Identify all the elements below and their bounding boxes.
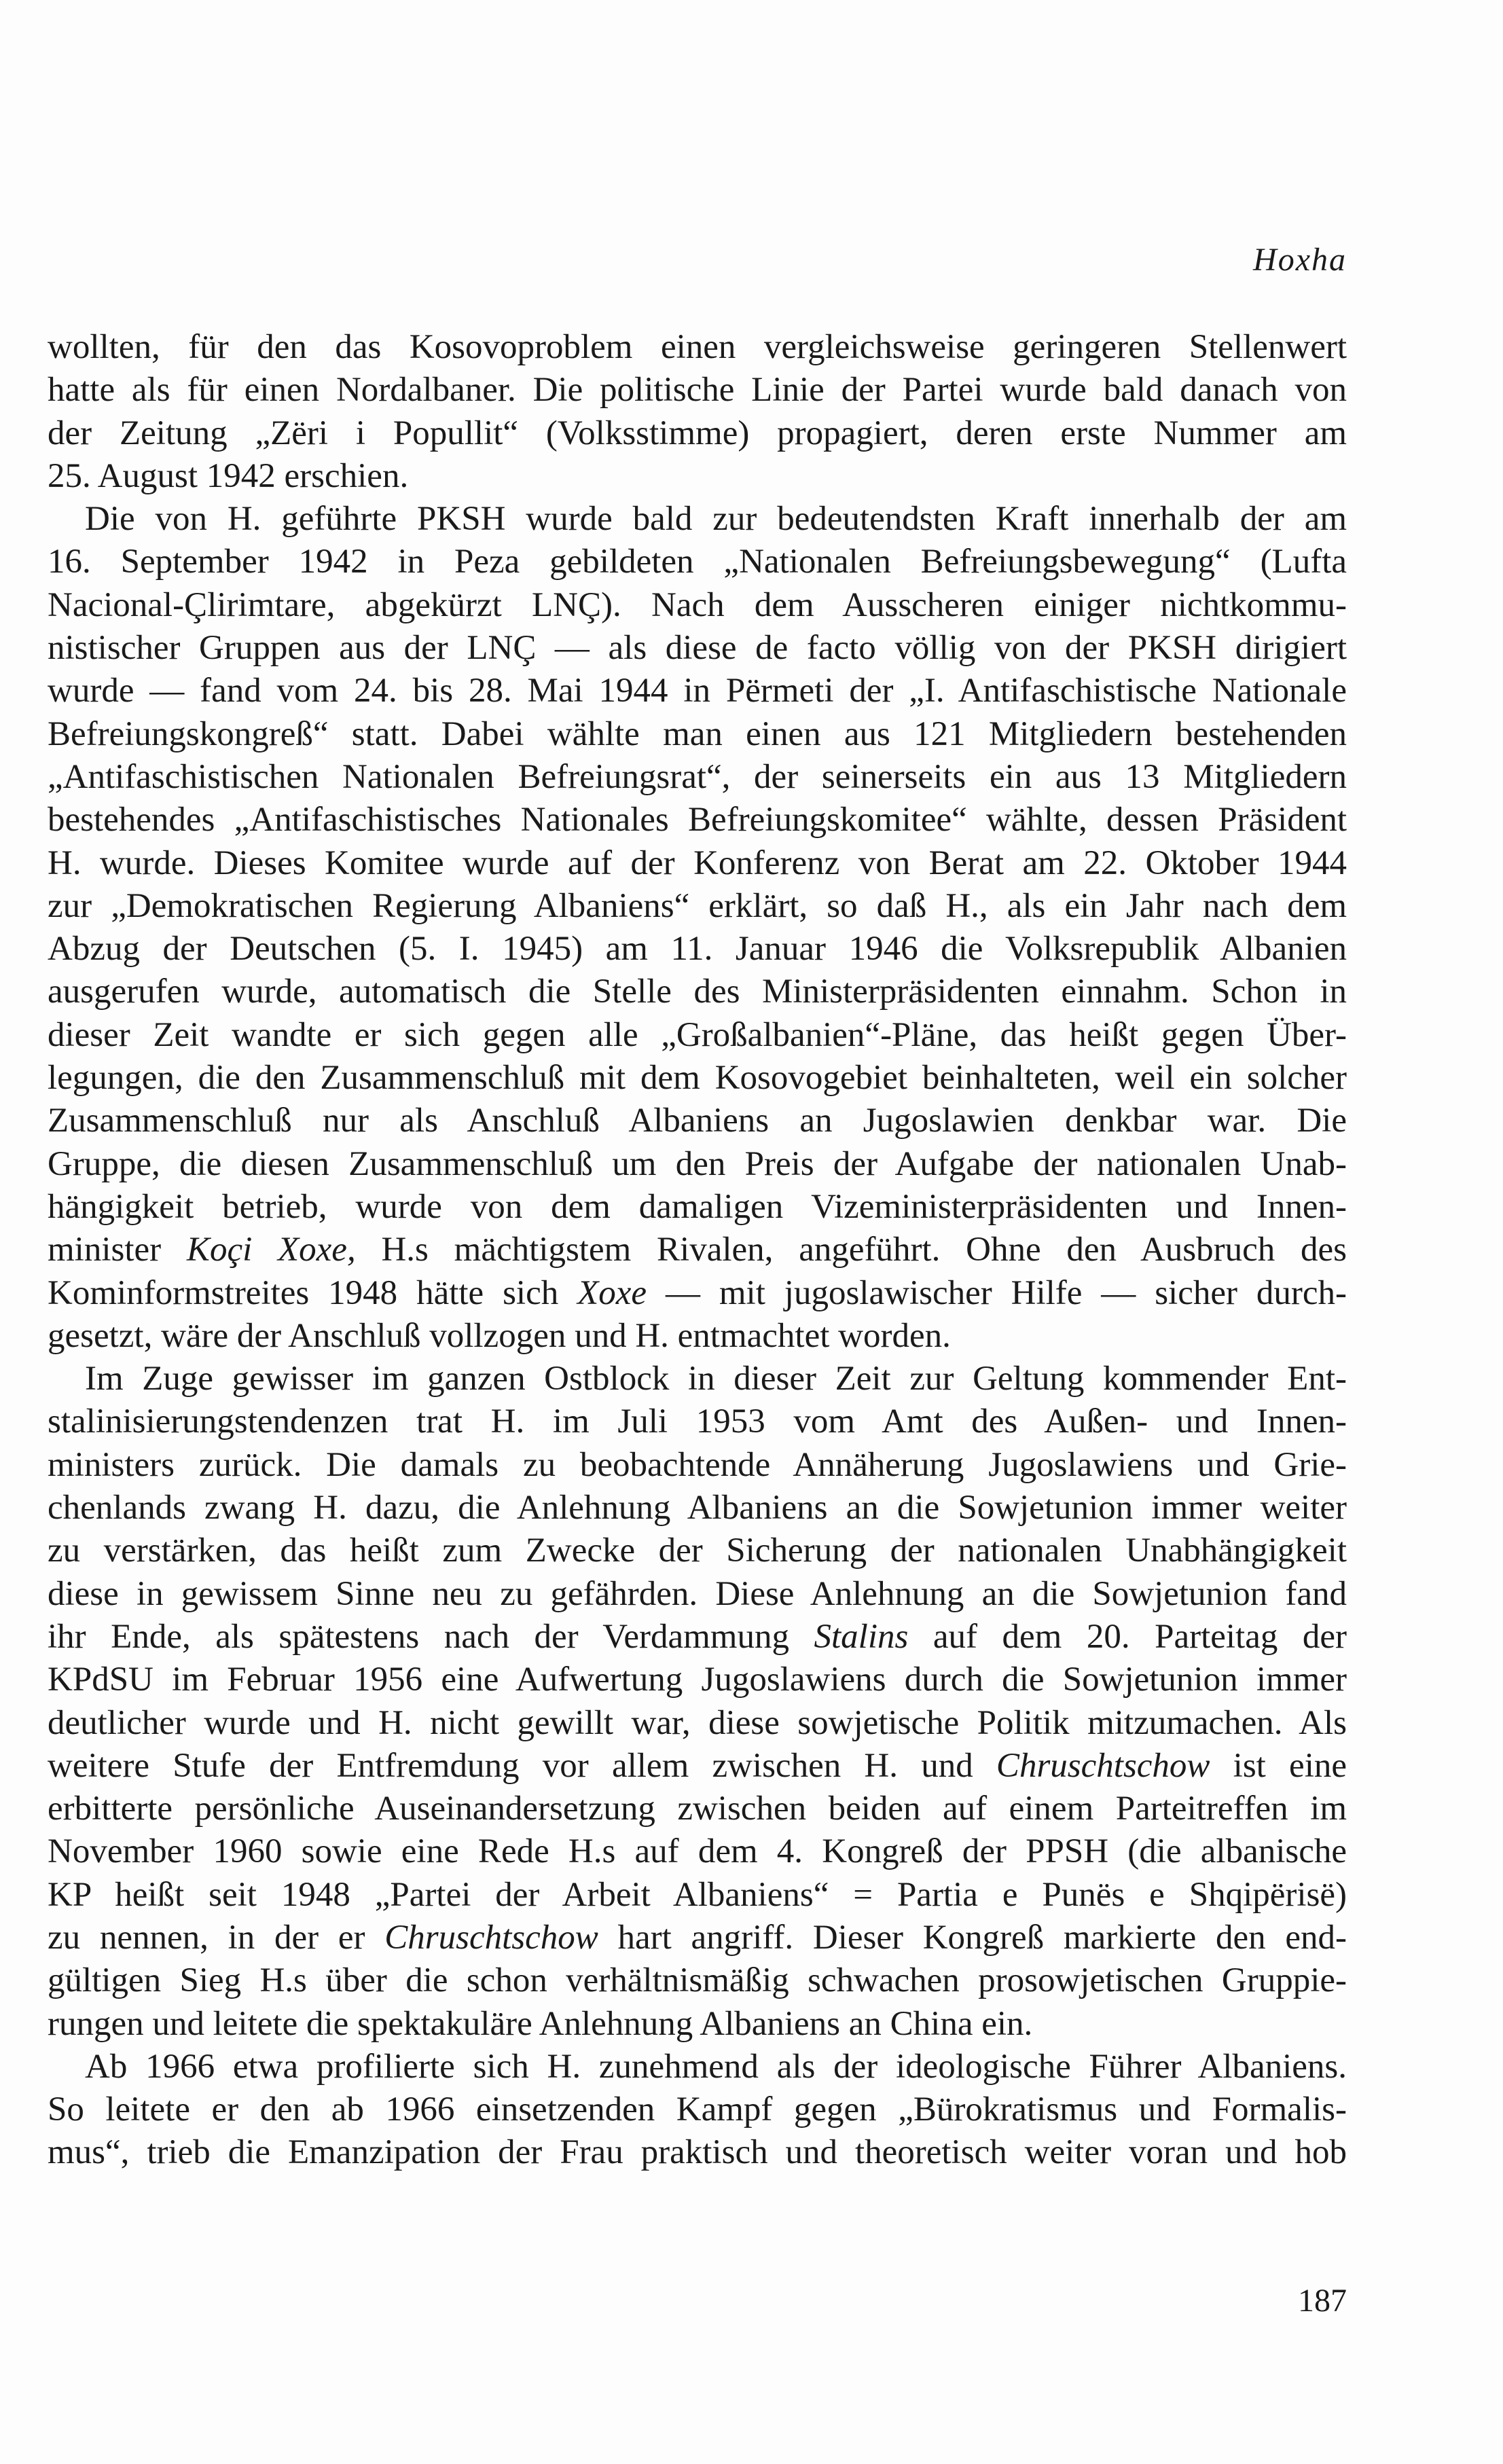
- paragraph: [48, 1358, 1347, 2046]
- text-line: wurde — fand vom 24. bis 28. Mai 1944 in Përmeti der „I. Antifaschistische Nationale: [48, 672, 1347, 710]
- text-line: zur „Demokratischen Regierung Albaniens“ erklärt, so daß H., als ein Jahr nach dem: [48, 886, 1347, 925]
- running-head: Hoxha: [1253, 242, 1347, 278]
- text-line: dieser Zeit wandte er sich gegen alle „Großalbanien“-Pläne, das heißt gegen Über-: [48, 1015, 1347, 1054]
- text-line: weitere Stufe der Entfremdung vor allem zwischen H. und Chruschtschow ist eine: [48, 1746, 1347, 1785]
- text-line: zu verstärken, das heißt zum Zwecke der Sicherung der nationalen Unabhängigkeit: [48, 1532, 1347, 1570]
- text-line: ihr Ende, als spätestens nach der Verdammung Stalins auf dem 20. Parteitag der: [48, 1617, 1347, 1656]
- text-line: Befreiungskongreß“ statt. Dabei wählte man einen aus 121 Mitgliedern bestehenden: [48, 714, 1347, 753]
- text-line: H. wurde. Dieses Komitee wurde auf der Konferenz von Berat am 22. Oktober 1944: [48, 844, 1347, 882]
- body-text: [48, 326, 1347, 2175]
- text-line: Kominformstreites 1948 hätte sich Xoxe — mit jugoslawischer Hilfe — sicher durch-: [48, 1273, 1347, 1312]
- text-line: chenlands zwang H. dazu, die Anlehnung Albaniens an die Sowjetunion immer weiter: [48, 1489, 1347, 1527]
- text-line: minister Koçi Xoxe, H.s mächtigstem Rivalen, angeführt. Ohne den Ausbruch des: [48, 1231, 1347, 1269]
- text-line: bestehendes „Antifaschistisches Nationales Befreiungskomitee“ wählte, dessen Präsident: [48, 801, 1347, 839]
- text-line: gültigen Sieg H.s über die schon verhältnismäßig schwachen prosowjetischen Gruppie-: [48, 1961, 1347, 2000]
- text-line: zu nennen, in der er Chruschtschow hart angriff. Dieser Kongreß markierte den end-: [48, 1918, 1347, 1957]
- text-line: Ab 1966 etwa profilierte sich H. zunehmend als der ideologische Führer Albaniens.: [85, 2047, 1347, 2086]
- text-line: legungen, die den Zusammenschluß mit dem Kosovogebiet beinhalteten, weil ein solcher: [48, 1059, 1347, 1098]
- text-line: mus“, trieb die Emanzipation der Frau praktisch und theoretisch weiter voran und hob: [48, 2133, 1347, 2172]
- text-line: November 1960 sowie eine Rede H.s auf dem 4. Kongreß der PPSH (die albanische: [48, 1832, 1347, 1871]
- text-line: nistischer Gruppen aus der LNÇ — als diese de facto völlig von der PKSH dirigiert: [48, 629, 1347, 668]
- text-line: So leitete er den ab 1966 einsetzenden Kampf gegen „Bürokratismus und Formalis-: [48, 2090, 1347, 2129]
- text-line: deutlicher wurde und H. nicht gewillt war, diese sowjetische Politik mitzumachen. Als: [48, 1703, 1347, 1742]
- page-number: 187: [1298, 2283, 1347, 2319]
- text-line: Im Zuge gewisser im ganzen Ostblock in dieser Zeit zur Geltung kommender Ent-: [85, 1360, 1347, 1398]
- text-line: hatte als für einen Nordalbaner. Die politische Linie der Partei wurde bald danach von: [48, 371, 1347, 410]
- text-line: ausgerufen wurde, automatisch die Stelle des Ministerpräsidenten einnahm. Schon in: [48, 973, 1347, 1011]
- text-line: Die von H. geführte PKSH wurde bald zur bedeutendsten Kraft innerhalb der am: [85, 500, 1347, 539]
- paragraph: [48, 2046, 1347, 2175]
- text-line: gesetzt, wäre der Anschluß vollzogen und H. entmachtet worden.: [48, 1316, 951, 1355]
- text-line: Zusammenschluß nur als Anschluß Albaniens an Jugoslawien denkbar war. Die: [48, 1102, 1347, 1140]
- text-line: rungen und leitete die spektakuläre Anlehnung Albaniens an China ein.: [48, 2004, 1033, 2043]
- text-line: wollten, für den das Kosovoproblem einen vergleichsweise geringeren Stellenwert: [48, 328, 1347, 366]
- text-line: stalinisierungstendenzen trat H. im Juli 1953 vom Amt des Außen- und Innen-: [48, 1402, 1347, 1441]
- text-line: Gruppe, die diesen Zusammenschluß um den Preis der Aufgabe der nationalen Unab-: [48, 1144, 1347, 1183]
- text-line: erbitterte persönliche Auseinandersetzung zwischen beiden auf einem Parteitreffen im: [48, 1790, 1347, 1828]
- text-line: hängigkeit betrieb, wurde von dem damaligen Vizeministerpräsidenten und Innen-: [48, 1187, 1347, 1226]
- text-line: KP heißt seit 1948 „Partei der Arbeit Albaniens“ = Partia e Punës e Shqipërisë): [48, 1875, 1347, 1914]
- text-line: diese in gewissem Sinne neu zu gefährden. Diese Anlehnung an die Sowjetunion fand: [48, 1574, 1347, 1613]
- text-line: Nacional-Çlirimtare, abgekürzt LNÇ). Nach dem Ausscheren einiger nichtkommu-: [48, 585, 1347, 624]
- text-line: Abzug der Deutschen (5. I. 1945) am 11. Januar 1946 die Volksrepublik Albanien: [48, 930, 1347, 968]
- paragraph: [48, 326, 1347, 498]
- text-line: der Zeitung „Zëri i Popullit“ (Volksstimme) propagiert, deren erste Nummer am: [48, 414, 1347, 452]
- text-line: KPdSU im Februar 1956 eine Aufwertung Jugoslawiens durch die Sowjetunion immer: [48, 1661, 1347, 1699]
- text-line: 25. August 1942 erschien.: [48, 456, 409, 495]
- text-line: „Antifaschistischen Nationalen Befreiungsrat“, der seinerseits ein aus 13 Mitgliedern: [48, 757, 1347, 796]
- paragraph: [48, 498, 1347, 1358]
- text-line: ministers zurück. Die damals zu beobachtende Annäherung Jugoslawiens und Grie-: [48, 1445, 1347, 1484]
- text-line: 16. September 1942 in Peza gebildeten „Nationalen Befreiungsbewegung“ (Lufta: [48, 543, 1347, 581]
